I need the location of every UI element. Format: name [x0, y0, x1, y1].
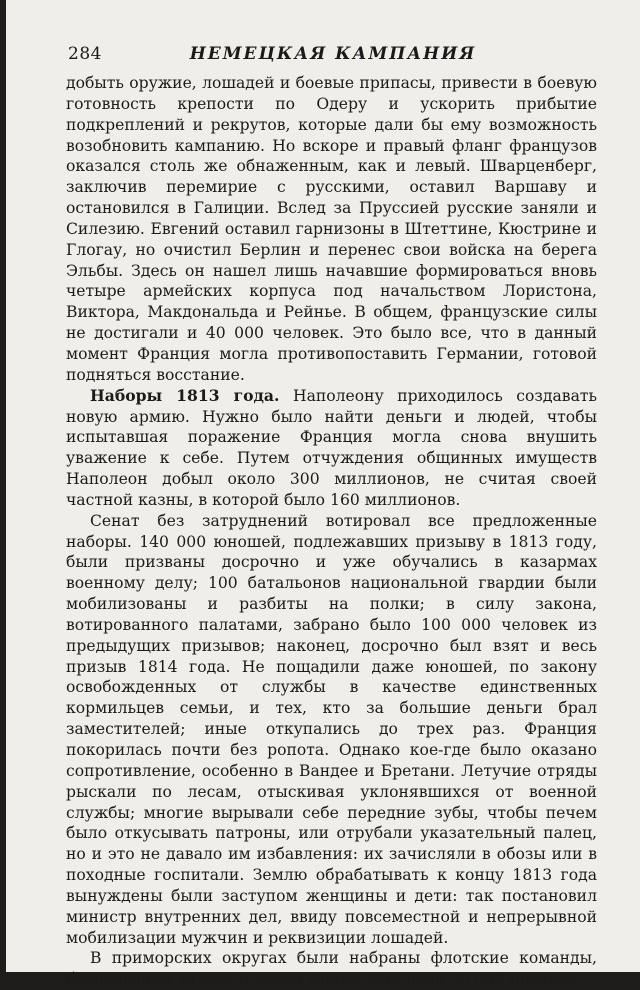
book-page: [6, 0, 640, 989]
paragraph-text: Наполеону приходилось создавать новую армию. Нужно было найти деньги и людей, чтобы испытавшая поражение Франция могла снова внушить уважение к себе. Путем отчуждения общинных имуществ Наполеон добыл около 300 миллионов, не считая своей частной казны, в которой было 160 миллионов.: [66, 386, 597, 509]
running-title: НЕМЕЦКАЯ КАМПАНИЯ: [189, 44, 477, 64]
body-text: [66, 73, 597, 990]
paragraph-1: [66, 73, 597, 386]
page-header: [68, 44, 598, 68]
paragraph-text: Сенат без затруднений вотировал все предложенные наборы. 140 000 юношей, подлежавших призыву в 1813 году, были призваны досрочно и уже обучались в казармах военному делу; 100 батальонов национальной гвардии были мобилизованы и разбиты на полки; в силу закона, вотированного палатами, забрано было 100 000 человек из предыдущих призывов; наконец, досрочно был взят и весь призыв 1814 года. Не пощадили даже юношей, по закону освобожденных от службы в качестве единственных кормильцев семьи, и тех, кто за большие деньги брал заместителей; иные откупались до трех раз. Франция покорилась почти без ропота. Однако кое-где было оказано сопротивление, особенно в Вандее и Бретани. Летучие отряды рыскали по лесам, отыскивая уклонявшихся от военной службы; многие вырывали себе передние зубы, чтобы печем было откусывать патроны, или отрубали указательный палец, но и это не давало им избавления: их зачисляли в обозы или в походные госпитали. Землю обрабатывать к концу 1813 года вынуждены были заступом женщины и дети: так постановил министр внутренних дел, ввиду повсеместной и непрерывной мобилизации мужчин и реквизиции лошадей.: [66, 511, 597, 947]
paragraph-2: [66, 386, 597, 511]
paragraph-text: В приморских округах были набраны флотские команды, бесполезные за отсутствием флота. Они дали 30 000 прекрас-: [66, 949, 597, 989]
paragraph-text: добыть оружие, лошадей и боевые припасы, привести в боевую готовность крепости по Одеру и ускорить прибытие подкреплений и рекрутов, которые дали бы ему возможность возобновить кампанию. Но вскоре и правый фланг французов оказался столь же обнаженным, как и левый. Шварценберг, заключив перемирие с русскими, оставил Варшаву и остановился в Галиции. Вслед за Пруссией русские заняли и Силезию. Евгений оставил гарнизоны в Штеттине, Кюстрине и Глогау, но очистил Берлин и перенес свои войска на берега Эльбы. Здесь он нашел лишь начавшие формироваться вновь четыре армейских корпуса под начальством Лористона, Виктора, Макдональда и Рейнье. В общем, французские силы не достигали и 40 000 человек. Это было все, что в данный момент Франция могла противопоставить Германии, готовой подняться восстание.: [66, 74, 597, 384]
page-number: 284: [68, 44, 102, 64]
paragraph-4: [66, 948, 597, 990]
paragraph-3: [66, 511, 597, 949]
section-heading: Наборы 1813 года.: [90, 385, 280, 405]
